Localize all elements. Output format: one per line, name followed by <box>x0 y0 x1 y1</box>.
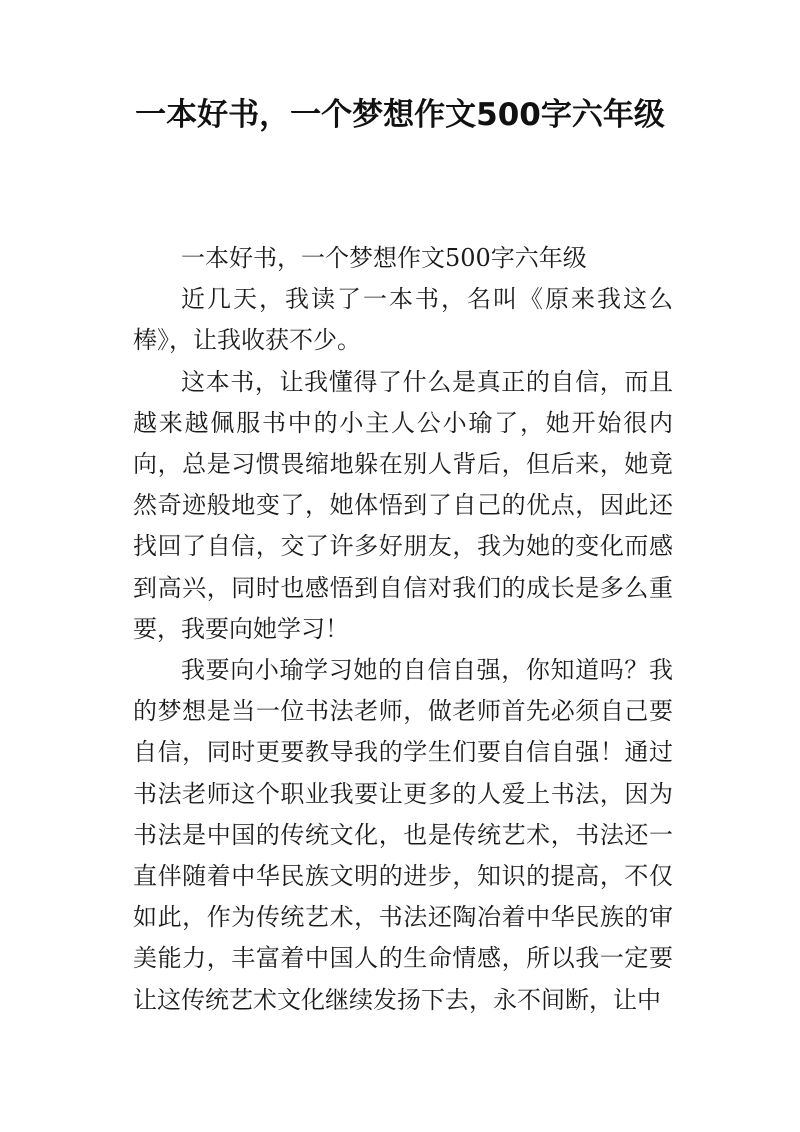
paragraph-intro: 近几天，我读了一本书，名叫《原来我这么棒》，让我收获不少。 <box>133 285 673 355</box>
document-body <box>133 238 673 1021</box>
paragraph-book-reflection: 这本书，让我懂得了什么是真正的自信，而且越来越佩服书中的小主人公小瑜了，她开始很内向，总是习惯畏缩地躲在别人背后，但后来，她竟然奇迹般地变了，她体悟到了自己的优点，因此还找回了自信，交了许多好朋友，我为她的变化而感到高兴，同时也感悟到自信对我们的成长是多么重要，我要向她学习！ <box>133 367 673 643</box>
paragraph-dream: 我要向小瑜学习她的自信自强，你知道吗？我的梦想是当一位书法老师，做老师首先必须自己要自信，同时更要教导我的学生们要自信自强！通过书法老师这个职业我要让更多的人爱上书法，因为书法是中国的传统文化，也是传统艺术，书法还一直伴随着中华民族文明的进步，知识的提高，不仅如此，作为传统艺术，书法还陶冶着中华民族的审美能力，丰富着中国人的生命情感，所以我一定要让这传统艺术文化继续发扬下去，永不间断，让中 <box>133 656 673 1014</box>
document-title: 一本好书，一个梦想作文500字六年级 <box>135 97 665 133</box>
paragraph-subtitle: 一本好书，一个梦想作文500字六年级 <box>181 244 587 272</box>
